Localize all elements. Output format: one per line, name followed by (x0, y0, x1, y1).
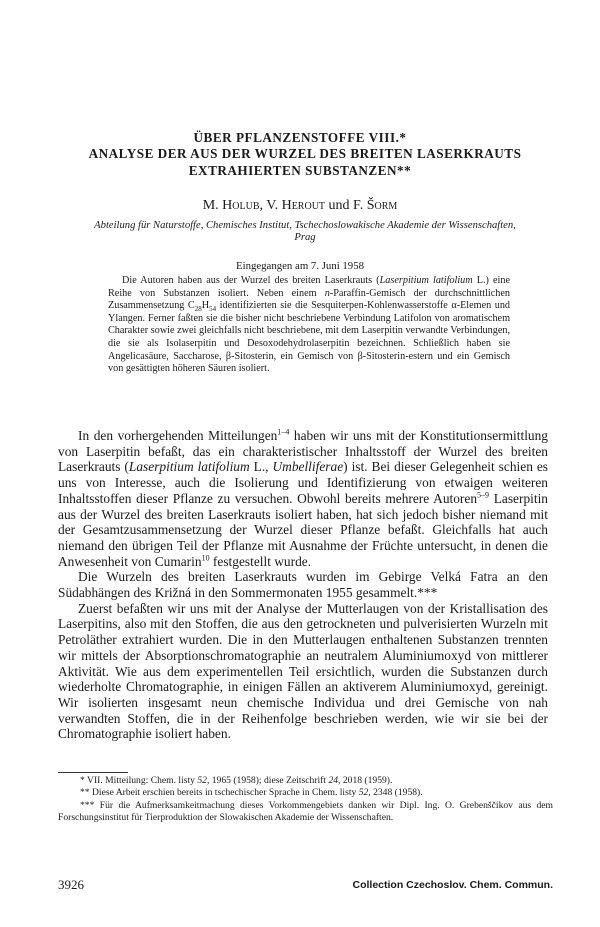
abstract-text: L.) eine Reihe von Substanzen isoliert. Neben einem (108, 275, 510, 299)
affiliation-line-2: Prag (294, 232, 316, 243)
abstract-text: -Paraffin-Gemisch der durchschnittlichen Zusammensetzung C (108, 287, 510, 312)
text: L., (249, 459, 273, 475)
affiliation-line-1: Abteilung für Naturstoffe, Chemisches Institut, Tschechoslowakische Akademie der Wissenschaften, (94, 220, 516, 231)
journal-name: Collection Czechoslov. Chem. Commun. (352, 879, 553, 891)
title-line-1: ÜBER PFLANZENSTOFFE VIII.* (193, 130, 407, 145)
author-holub: Holub (222, 198, 260, 213)
footnote-mark: ** (80, 787, 92, 799)
text: festgestellt wurde. (209, 553, 312, 569)
footnote-2 (58, 787, 553, 799)
footnote-mark: * (80, 775, 88, 786)
reference-superscript: 5–9 (477, 490, 490, 500)
text: , 1965 (1958); diese Zeitschrift (206, 775, 329, 786)
text: haben wir uns mit der Konstitutionsermittlung von Laserpitin befaßt, das ein charakteristischer Inhaltsstoff der Wurzel des breiten Laserkrauts ( (58, 428, 548, 475)
text: VII. Mitteilung: Chem. listy (87, 775, 198, 786)
author-separator: , V. (259, 198, 282, 213)
volume: 52 (197, 775, 207, 786)
reference-superscript: 1–4 (277, 427, 290, 437)
text: Laserpitin aus der Wurzel des breiten Laserkrauts isoliert haben, hat sich jedoch bisher niemand mit der Gesamtzusammensetzung der Wurzel dieser Pflanze befaßt. Gleichfalls hat auch niemand den übrigen Teil der Pflanze mit Ausnahme der Früchte untersucht, in denen die Anwesenheit von Cumarin (58, 490, 548, 569)
footnote-3 (58, 800, 553, 825)
author-herout: Herout (281, 198, 326, 213)
page-number: 3926 (58, 877, 84, 892)
text: , 2348 (1958). (368, 787, 423, 799)
text: Diese Arbeit erschien bereits in tschechischer Sprache in Chem. listy (92, 787, 359, 799)
author-initial: M. (202, 198, 223, 213)
footnotes (58, 775, 553, 824)
abstract (108, 275, 510, 376)
reference-superscript: 10 (201, 553, 210, 563)
abstract-species: Laserpitium latifolium (379, 275, 473, 286)
abstract-text: Die Autoren haben aus der Wurzel des breiten Laserkrauts ( (122, 275, 380, 286)
author-separator: und F. (325, 198, 367, 213)
footnote-1 (58, 775, 553, 787)
volume: 52 (358, 787, 369, 799)
formula-subscript: 28 (194, 305, 202, 314)
formula-subscript: 54 (209, 305, 217, 314)
text: Für die Aufmerksamkeitmachung dieses Vorkommengebiets danken wir Dipl. Ing. O. Grebenščikov aus dem Forschungsinstitut für Tierproduktion der Slowakischen Akademie der Wissenschaften. (58, 799, 553, 823)
body-paragraph-1 (58, 428, 548, 569)
body-paragraph-3: Zuerst befaßten wir uns mit der Analyse der Mutterlaugen von der Kristallisation des Laserpitins, also mit den Stoffen, die aus den getrockneten und pulverisierten Wurzeln mit Petroläther extrahiert wurden. Die in den Mutterlaugen enthaltenen Substanzen trennten wir mittels der Absorptionschromatographie an neutralem Aluminiumoxyd von mittlerer Aktivität. Wie aus dem experimentellen Teil ersichtlich, wurden die Substanzen durch wiederholte Chromatographie, in einigen Fällen an aktiverem Aluminiumoxyd, gereinigt. Wir isolierten insgesamt neun chemische Individua und drei Gemische von nah verwandten Stoffen, die in der Reihenfolge beschrieben werden, wie wir sie bei der Chromatographie isoliert haben. (58, 600, 548, 742)
species-name: Laserpitium latifolium (128, 459, 250, 475)
volume: 24 (328, 775, 339, 786)
affiliation (55, 220, 555, 244)
footnote-divider (58, 772, 128, 773)
title-line-2: ANALYSE DER AUS DER WURZEL DES BREITEN LASERKRAUTS (88, 146, 522, 161)
text: ) ist. Bei dieser Gelegenheit schien es uns von Interesse, auch die Isolierung und Identifizierung von etwaigen weiteren Inhaltsstoffen dieser Pflanze zu versuchen. Obwohl bereits mehrere Autoren (58, 459, 549, 506)
title-line-3: EXTRAHIERTEN SUBSTANZEN** (188, 163, 412, 178)
family-name: Umbelliferae (272, 459, 344, 475)
text: In den vorhergehenden Mitteilungen (78, 428, 278, 443)
footnote-mark: *** (80, 799, 100, 811)
author-sorm: Šorm (366, 198, 398, 213)
received-date: Eingegangen am 7. Juni 1958 (235, 260, 365, 272)
body-paragraph-2: Die Wurzeln des breiten Laserkrauts wurden im Gebirge Velká Fatra an den Südabhängen des Križná in den Sommermonaten 1955 gesammelt.*** (58, 569, 548, 601)
abstract-italic: n (324, 287, 330, 299)
page-footer (58, 877, 553, 893)
authors (40, 198, 560, 214)
abstract-text: identifizierten sie die Sesquiterpen-Kohlenwasserstoffe α-Elemen und Ylangen. Ferner faßten sie die bisher nicht beschriebene Verbindung Latifolon von aromatischem Charakter sowie zwei gleichfalls nicht beschriebene, mit dem Laserpitin verwandte Verbindungen, die sie als Isolaserpitin und Desoxodehydrolaserpitin bezeichnen. Schließlich haben sie Angelicasäure, Saccharose, β-Sitosterin, ein Gemisch von β-Sitosterin-estern und ein Gemisch von gesättigten höheren Säuren isoliert. (108, 300, 511, 375)
body-text (58, 428, 548, 742)
text: , 2018 (1959). (338, 775, 393, 786)
abstract-text: H (201, 300, 210, 312)
